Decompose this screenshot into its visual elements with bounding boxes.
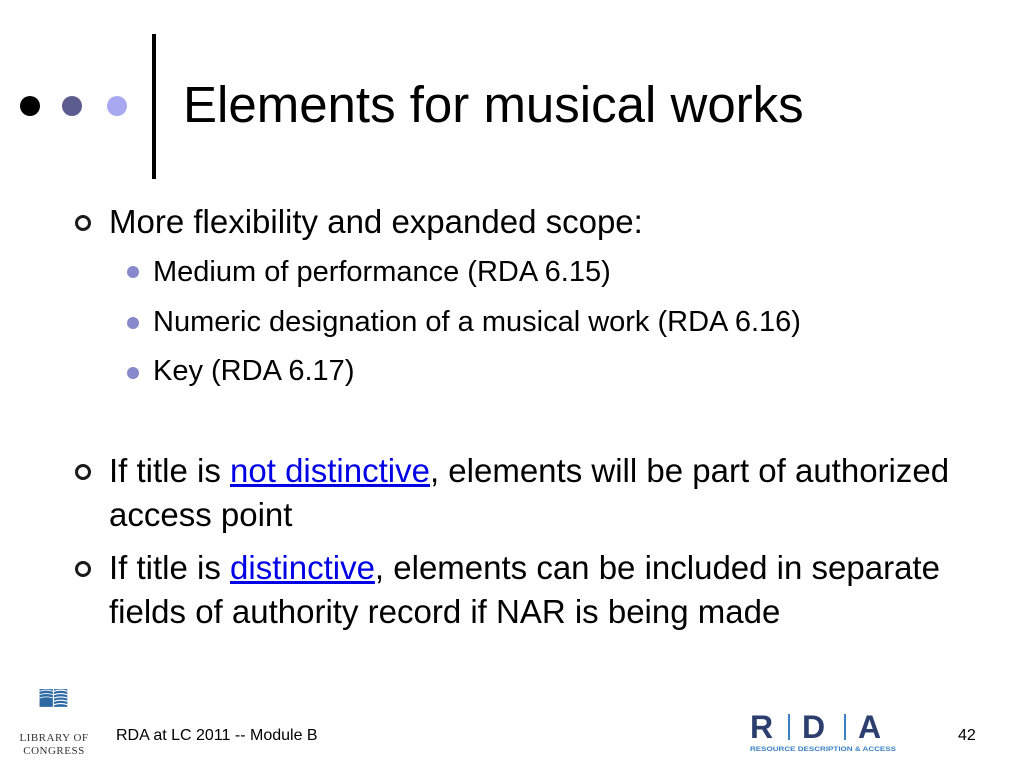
sub-bullet-2: Numeric designation of a musical work (RDA 6.16)	[153, 306, 801, 338]
bullet-1: More flexibility and expanded scope:	[109, 203, 643, 240]
bullet-ring-icon	[75, 215, 91, 231]
sub-bullet-dot-icon	[127, 317, 139, 329]
distinctive-link[interactable]: distinctive	[230, 549, 375, 586]
title-divider	[152, 34, 156, 179]
bullet-3	[109, 546, 989, 634]
sub-bullet-1: Medium of performance (RDA 6.15)	[153, 256, 611, 288]
title-dot-2	[62, 96, 82, 116]
rda-logo	[748, 708, 900, 756]
sub-bullet-dot-icon	[127, 266, 139, 278]
rda-logo-letter-d: D	[802, 709, 826, 745]
sub-bullet-3: Key (RDA 6.17)	[153, 355, 355, 387]
bullet-3-text-end: , elements can be included in separate fields of authority record if NAR is being made	[109, 549, 940, 630]
loc-logo-text-line2: CONGRESS	[23, 745, 85, 757]
title-dot-1	[20, 96, 40, 116]
slide-title: Elements for musical works	[183, 76, 804, 133]
bullet-2-text-end: , elements will be part of authorized access point	[109, 452, 950, 533]
bullet-ring-icon	[75, 561, 91, 577]
rda-logo-tagline: RESOURCE DESCRIPTION & ACCESS	[750, 746, 897, 753]
rda-logo-letter-r: R	[750, 709, 774, 745]
footer-text: RDA at LC 2011 -- Module B	[116, 727, 318, 744]
rda-logo-letter-a: A	[858, 709, 882, 745]
bullet-2	[109, 449, 989, 537]
loc-logo-text-line1: LIBRARY OF	[19, 732, 89, 744]
bullet-2-text-start: If title is	[109, 452, 231, 489]
sub-bullet-dot-icon	[127, 367, 139, 379]
library-of-congress-logo	[14, 688, 94, 728]
bullet-ring-icon	[75, 464, 91, 480]
title-dot-3	[107, 96, 127, 116]
page-number: 42	[958, 727, 976, 744]
bullet-3-text-start: If title is	[109, 549, 231, 586]
not-distinctive-link[interactable]: not distinctive	[230, 452, 430, 489]
